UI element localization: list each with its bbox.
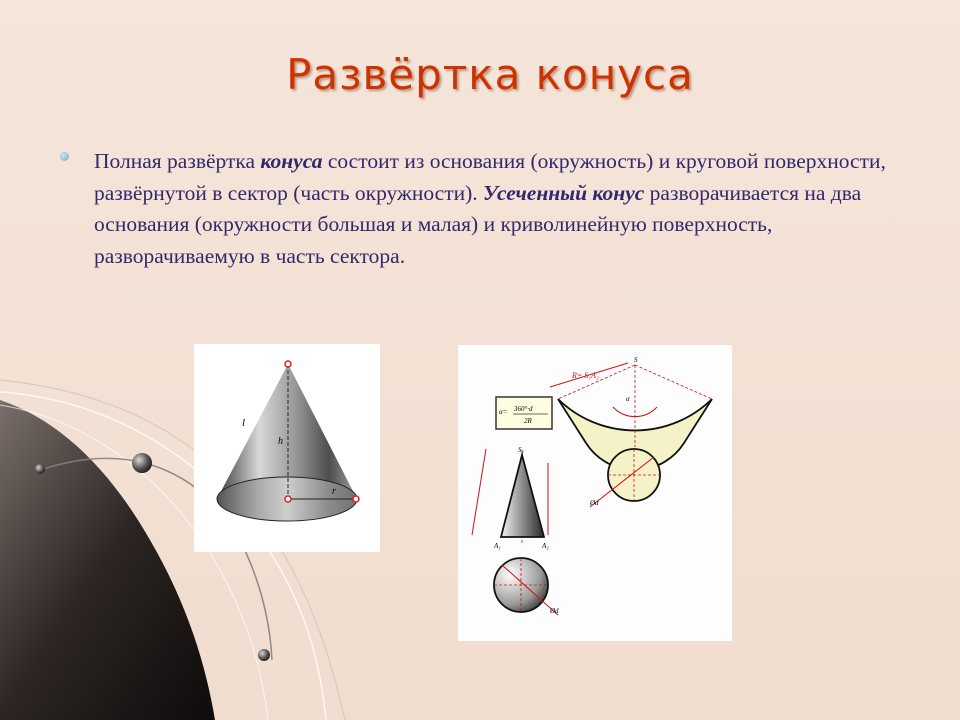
- cone-label-l: l: [242, 417, 246, 429]
- text-part-1: Полная развёртка: [94, 149, 261, 173]
- deco-ball-small: [35, 464, 45, 474]
- text-bold-cone: конуса: [260, 149, 323, 173]
- label-diameter-top: Ød: [590, 499, 599, 507]
- label-a1: A₁: [494, 542, 501, 550]
- cone-label-h: h: [278, 436, 283, 447]
- formula-denominator: 2R: [524, 417, 532, 425]
- cone-image: [194, 344, 380, 552]
- formula-numerator: 360°·d: [514, 405, 533, 413]
- formula-alpha: α=: [499, 408, 508, 416]
- label-alpha: α: [626, 395, 630, 403]
- label-s1: S₁: [518, 446, 524, 454]
- cone-drawing: [194, 344, 380, 552]
- cone-label-r: r: [332, 486, 336, 497]
- bullet-icon: [60, 152, 69, 161]
- text-part-2: состоит из основания (окружность) и круговой поверхности, развёрнутой в сектор (часть окружности).: [94, 149, 886, 205]
- cone-front-view: [501, 455, 544, 537]
- label-a2: A₂: [542, 542, 549, 550]
- label-diameter-bottom: Ød: [550, 607, 559, 615]
- text-bold-truncated-cone: Усеченный конус: [483, 180, 645, 205]
- slide-title: Развёртка конуса: [286, 50, 694, 99]
- cone-development-drawing: [458, 345, 732, 641]
- label-s: S: [634, 356, 638, 364]
- label-radius: R= S₁A₂: [572, 371, 599, 380]
- body-paragraph: [94, 146, 894, 272]
- deco-ball-large: [132, 453, 152, 473]
- deco-ball-bottom: [258, 649, 270, 661]
- text-part-3: разворачивается на два основания (окружности большая и малая) и криволинейную поверхность, разворачиваемую в часть сектора.: [94, 180, 862, 268]
- cone-development-image: [458, 345, 732, 641]
